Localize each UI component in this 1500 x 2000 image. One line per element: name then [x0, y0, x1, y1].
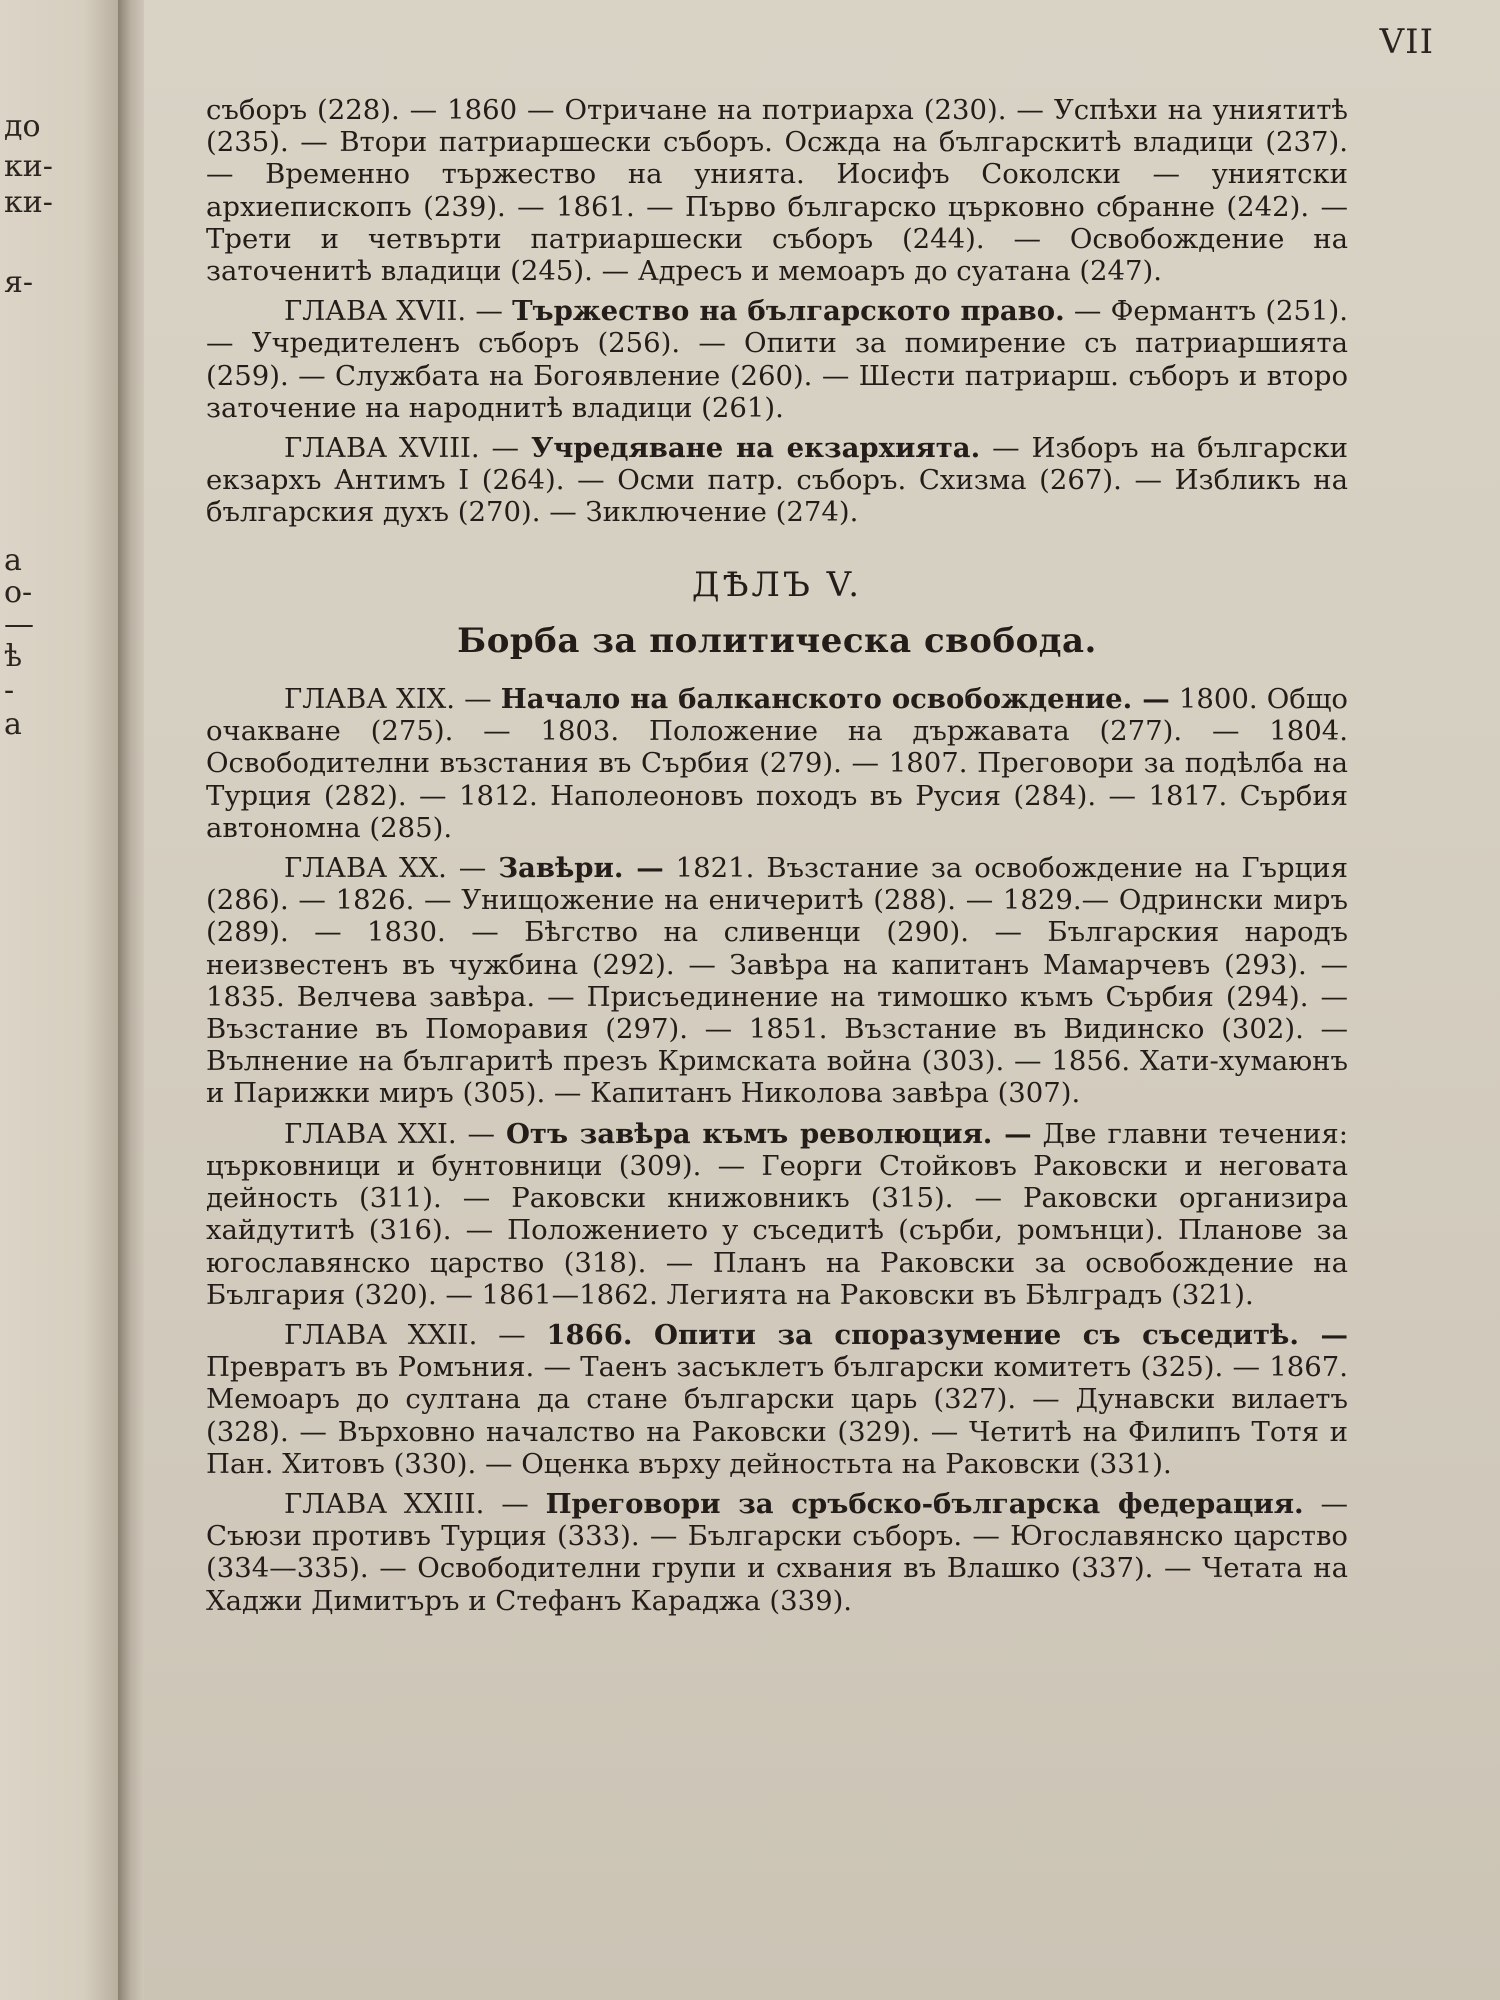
- chapter-text: 1821. Възстание за освобождение на Гърция (286). — 1826. — Унищожение на еничеритѣ (288). — 1829.— Одрински миръ (289). — 1830. — Бѣгство на сливенци (290). — Българския народъ неизвестенъ въ чужбина (292). — Завѣра на капитанъ Мамарчевъ (293). — 1835. Велчева завѣра. — Присъединение на тимошко къмъ Сърбия (294). — Възстание въ Поморавия (297). — 1851. Възстание въ Видинско (302). — Вълнение на българитѣ презъ Кримската война (303). — 1856. Хати-хумаюнъ и Парижки миръ (305). — Капитанъ Николова завѣра (307).: [206, 852, 1348, 1110]
- facing-page-edge: [0, 0, 120, 2000]
- chapter-text: — Съюзи противъ Турция (333). — Български съборъ. — Югославянско царство (334—335). — Освободителни групи и схвания въ Влашко (337). — Четата на Хаджи Димитъръ и Стефанъ Караджа (339).: [206, 1487, 1348, 1617]
- margin-fragment: я-: [4, 265, 34, 300]
- margin-fragment: ѣ: [4, 639, 23, 674]
- chapter-text: Две главни течения: църковници и бунтовници (309). — Георги Стойковъ Раковски и неговата дейность (311). — Раковски книжовникъ (315). — Раковски организира хайдутитѣ (316). — Положението у съседитѣ (сърби, ромънци). Планове за югославянско царство (318). — Планъ на Раковски за освобождение на България (320). — 1861—1862. Легията на Раковски въ Бѣлградъ (321).: [206, 1117, 1348, 1311]
- chapter-text: — Фермантъ (251). — Учредителенъ съборъ (256). — Опити за помирение съ патриаршията (259). — Службата на Богоявление (260). — Шести патриарш. съборъ и второ заточение на народнитѣ владици (261).: [206, 295, 1349, 424]
- chapter-label: ГЛАВА XXIII. —: [284, 1487, 529, 1520]
- chapter-label: ГЛАВА XX. —: [284, 852, 487, 885]
- chapter-20: [206, 852, 1348, 1110]
- margin-fragment: ки-: [4, 185, 53, 220]
- chapter-title: Преговори за сръбско-българска федерация.: [545, 1487, 1304, 1520]
- intro-paragraph: съборъ (228). — 1860 — Отричане на потриарха (230). — Успѣхи на униятитѣ (235). — Втори патриаршески съборъ. Осжда на българскитѣ владици (237). — Временно тържество на унията. Иосифъ Соколски — униятски архиепископъ (239). — 1861. — Първо българско църковно сбранне (242). — Трети и четвърти патриаршески съборъ (244). — Освобождение на заточенитѣ владици (245). — Адресъ и мемоаръ до суатана (247).: [206, 94, 1348, 288]
- chapter-text: — Изборъ на български екзархъ Антимъ I (264). — Осми патр. съборъ. Схизма (267). — Избликъ на българския духъ (270). — Зиключение (274).: [206, 432, 1348, 529]
- chapter-title: Начало на балканското освобождение. —: [500, 683, 1170, 716]
- page-number: VII: [1379, 22, 1434, 62]
- book-gutter: [118, 0, 146, 2000]
- chapter-label: ГЛАВА XXII. —: [284, 1318, 526, 1351]
- table-of-contents: [206, 94, 1348, 1625]
- chapter-text: Превратъ въ Ромъния. — Таенъ засъклетъ български комитетъ (325). — 1867. Мемоаръ до султана да стане български царь (327). — Дунавски вилаетъ (328). — Върховно началство на Раковски (329). — Четитѣ на Филипъ Тотя и Пан. Хитовъ (330). — Оценка върху дейностьта на Раковски (331).: [206, 1351, 1348, 1480]
- chapter-label: ГЛАВА XVII. —: [284, 295, 503, 328]
- chapter-title: Тържество на българското право.: [512, 295, 1065, 328]
- section-title: Борба за политическа свобода.: [457, 620, 1097, 661]
- chapter-title: Отъ завѣра къмъ революция. —: [505, 1117, 1032, 1150]
- chapter-18: [206, 432, 1348, 529]
- chapter-title: 1866. Опити за споразумение съ съседитѣ. —: [546, 1318, 1348, 1351]
- margin-fragment: а: [4, 707, 22, 742]
- chapter-17: [206, 295, 1348, 424]
- chapter-22: [206, 1319, 1348, 1480]
- chapter-19: [206, 683, 1348, 844]
- chapter-title: Завѣри. —: [498, 852, 664, 885]
- margin-fragment: до: [4, 109, 41, 144]
- chapter-23: [206, 1488, 1348, 1617]
- margin-fragment: —: [4, 607, 34, 642]
- part-heading: ДѢЛЪ V.: [691, 564, 863, 605]
- book-page: [144, 0, 1500, 2000]
- chapter-label: ГЛАВА XIX. —: [284, 683, 492, 716]
- chapter-label: ГЛАВА XVIII. —: [284, 432, 520, 465]
- margin-fragment: о-: [4, 575, 33, 610]
- chapter-21: [206, 1118, 1348, 1311]
- chapter-text: 1800. Общо очакване (275). — 1803. Положение на държавата (277). — 1804. Освободителни възстания въ Сърбия (279). — 1807. Преговори за подѣлба на Турция (282). — 1812. Наполеоновъ походъ въ Русия (284). — 1817. Сърбия автономна (285).: [206, 683, 1348, 844]
- chapter-label: ГЛАВА XXI. —: [284, 1117, 496, 1150]
- margin-fragment: ки-: [4, 149, 53, 184]
- margin-fragment: а: [4, 543, 22, 578]
- chapter-title: Учредяване на екзархията.: [530, 432, 981, 465]
- margin-fragment: -: [4, 673, 15, 708]
